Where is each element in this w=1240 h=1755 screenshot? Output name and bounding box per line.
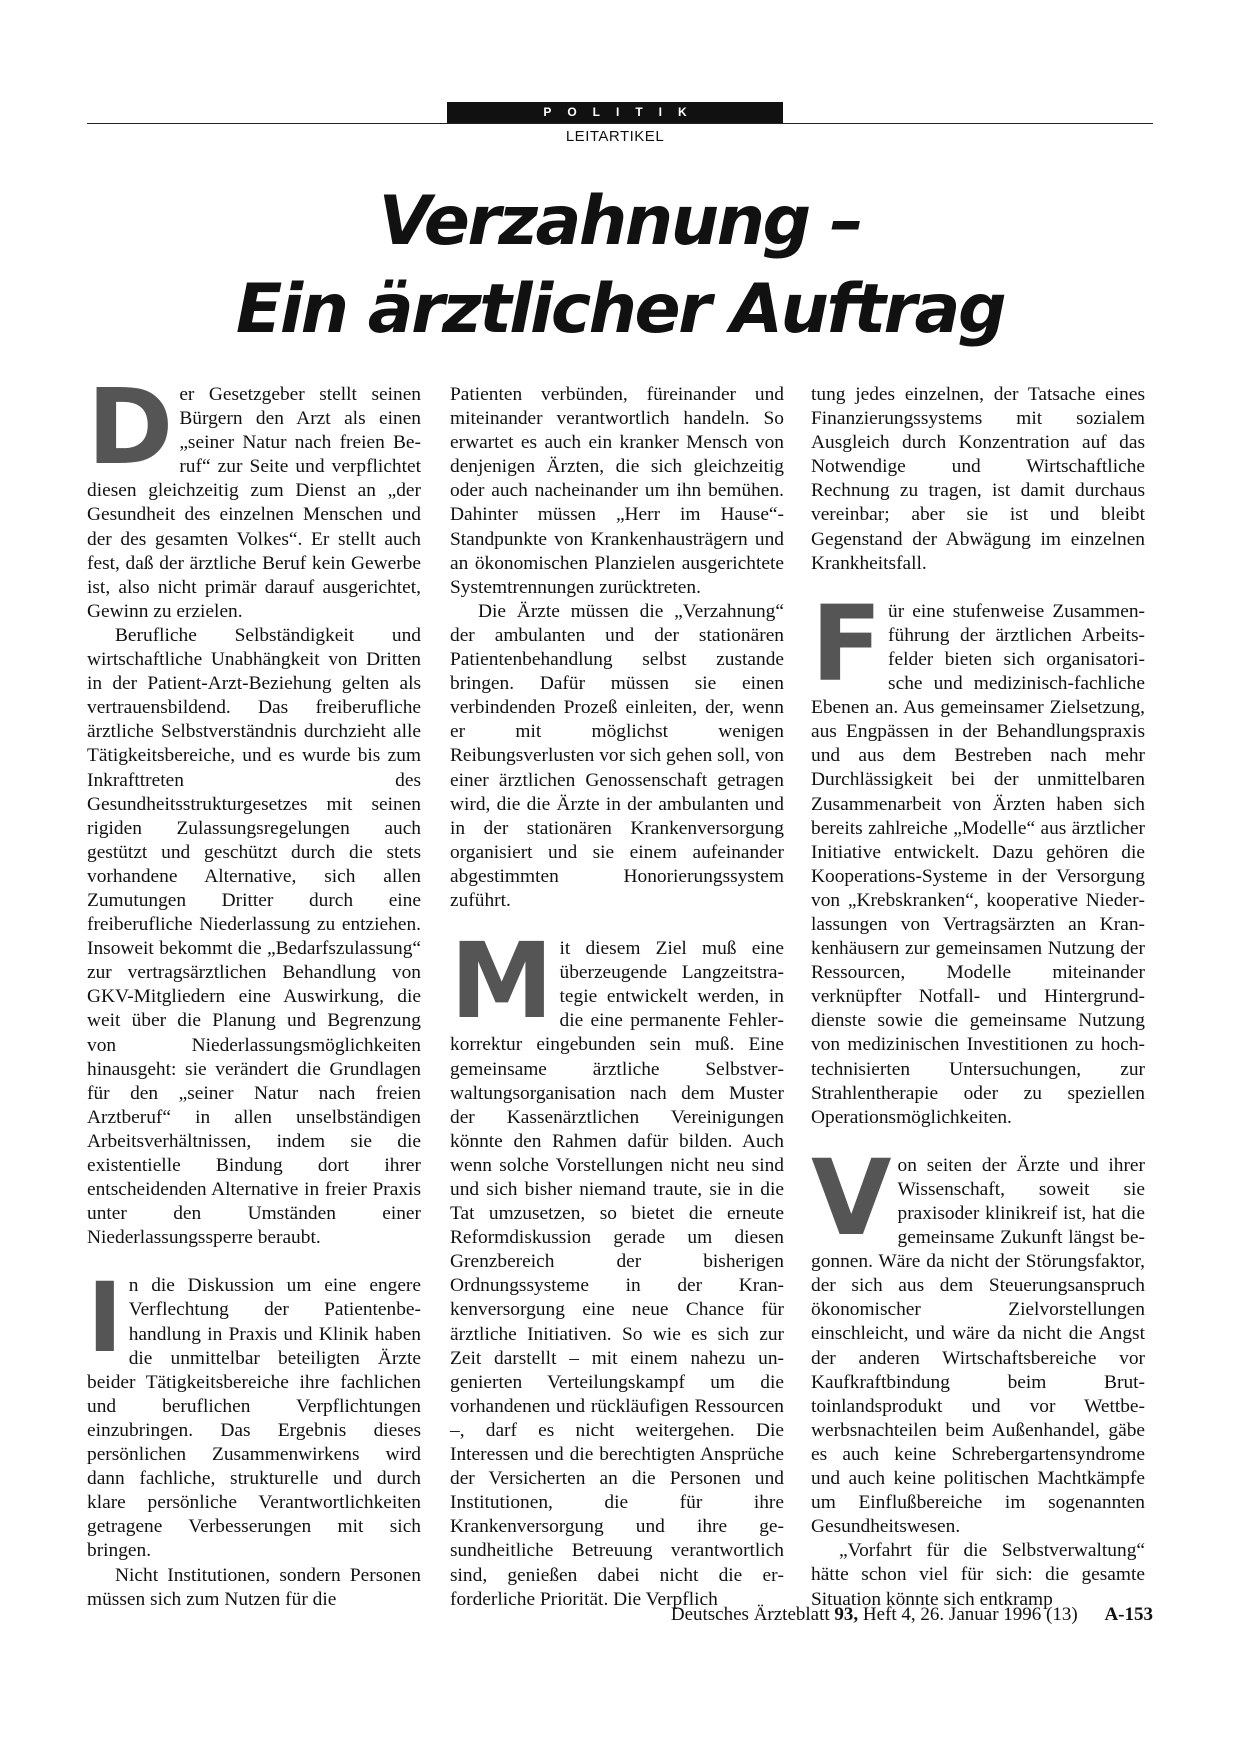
paragraph-text: it diesem Ziel muß eine überzeugende Langzeitstrategie entwickelt werden, in die eine permanente Fehlerkorrektur eingebunden sein muß. Eine gemeinsame ärztliche Selbstverwaltungsorganisation nach dem Muster der Kassenärztlichen Vereinigungen könnte den Rahmen dafür bilden. Auch wenn solche Vorstellungen nicht neu sind und sich bisher niemand traute, sie in die Tat umzusetzen, so bietet die erneute Reformdiskussion gerade um diesen Grenzbereich der bisherigen Ordnungssysteme in der Krankenversorgung eine neue Chance für ärztliche Initiativen. So wie es sich zur Zeit darstellt – mit einem nahezu ungenierten Verteilungskampf um die vorhandenen und rückläufigen Ressourcen –, darf es nicht weitergehen. Die Interessen und die berechtigten Ansprüche der Versicherten an die Personen und Institutionen, die für ihre Krankenversorgung und ihre gesundheitliche Betreuung verantwortlich sind, genießen dabei nicht die erforderliche Priorität. Die Verpflich xyxy=(450,938,784,1610)
drop-cap: M xyxy=(450,920,552,1043)
subsection-label: LEITARTIKEL xyxy=(565,128,665,145)
paragraph-text: ür eine stufenweise Zusammenführung der ärztlichen Arbeitsfelder bieten sich organisatorische und medizinisch-fachliche Ebenen an. Aus gemeinsamer Zielsetzung, aus Engpässen in der Behandlungspraxis und aus dem Bestreben nach mehr Durchlässigkeit bei der unmittelbaren Zusammenarbeit von Ärzten haben sich bereits zahlreiche „Modelle“ aus ärztlicher Initiative entwickelt. Dazu gehören die Kooperations-Systeme in der Versorgung von „Krebskranken“, kooperative Niederlassungen von Vertragsärzten an Krankenhäusern zur gemeinsamen Nutzung der Ressourcen, Modelle miteinander verknüpfter Notfall- und Hintergrunddienste sowie die gemeinsame Nutzung von medizinischen Investitionen zu hoch-technisierten Untersuchungen, zur Strahlentherapie oder zu speziellen Operationsmöglichkeiten. xyxy=(811,600,1145,1128)
paragraph: tung jedes einzelnen, der Tatsache eines Finanzierungssystems mit sozialem Ausgleich durch Konzentration auf das Notwendige und Wirtschaftliche Rechnung zu tragen, ist damit durchaus vereinbar; aber sie ist und bleibt Gegenstand der Abwägung im einzelnen Krankheitsfall. xyxy=(811,384,1145,574)
paragraph xyxy=(450,920,784,1612)
section-label: POLITIK xyxy=(447,102,783,123)
paragraph xyxy=(811,582,1145,1130)
paragraph-text: on seiten der Ärzte und ihrer Wissenschaft, soweit sie praxisoder klinikreif ist, hat die gemeinsame Zukunft längst begonnen. Wäre da nicht der Störungsfaktor, der sich aus dem Steuerungsanspruch ökonomischer Zielvorstellungen einschleicht, und wäre da nicht die Angst der anderen Wirtschaftsbereiche vor Kaufkraftbindung beim Bruttoinlandsprodukt und vor Wettbewerbsnachteilen beim Außenhandel, gäbe es auch keine Schrebergartensyndrome und auch keine politischen Machtkämpfe um Einflußbereiche im sogenannten Gesundheitswesen. xyxy=(811,1154,1145,1538)
header-rule xyxy=(87,123,1153,124)
issue-info: Heft 4, 26. Januar 1996 (13) xyxy=(862,1604,1078,1625)
drop-cap: I xyxy=(87,1262,121,1375)
drop-cap: V xyxy=(811,1136,890,1259)
drop-cap: D xyxy=(87,366,172,488)
paragraph xyxy=(87,366,421,624)
paragraph xyxy=(87,1262,421,1563)
paragraph-text: er Gesetzgeber stellt seinen Bürgern den Arzt als einen „seiner Natur nach freien Beruf“ zur Seite und verpflichtet diesen gleichzeitig zum Dienst an „der Gesundheit des einzelnen Menschen und der des gesamten Volkes“. Er stellt auch fest, daß der ärztliche Beruf kein Gewerbe ist, also nicht primär darauf ausgerichtet, Gewinn zu erzielen. xyxy=(87,384,421,622)
headline-line-2: Ein ärztlicher Auftrag xyxy=(235,270,1005,349)
paragraph: Die Ärzte müssen die „Verzahnung“ der ambulanten und der stationären Patientenbehandlung selbst zustande bringen. Dafür müssen sie einen verbindenden Prozeß einleiten, der, wenn er mit möglichst wenigen Reibungsverlusten vor sich gehen soll, von einer ärztlichen Genossenschaft getragen wird, die die Ärzte in der ambulanten und in der stationären Krankenversorgung organisiert und sie einem aufeinander abgestimmten Honorierungssystem zuführt. xyxy=(450,600,784,911)
journal-volume: 93, xyxy=(834,1604,859,1625)
paragraph: Berufliche Selbständigkeit und wirtschaftliche Unabhängkeit von Dritten in der Patient-Arzt-Beziehung gelten als vertrauensbildend. Das freiberufliche ärztliche Selbstverständnis durchzieht alle Tätigkeitsbereiche, und es wurde bis zum Inkrafttreten des Gesundheitsstrukturgesetzes mit seinen rigiden Zulassungsregelungen auch gestützt und geschützt durch die stets vorhandene Alternative, sich allen Zumutungen Dritter durch eine freiberufliche Niederlassung zu entziehen. Insoweit bekommt die „Bedarfszulassung“ zur vertragsärztlichen Behandlung von GKV-Mitgliedern eine Auswirkung, die weit über die Planung und Begrenzung von Niederlassungsmöglichkeiten hinausgeht: sie verändert die Grundlagen für den „seiner Natur nach freien Arztberuf“ in allen unselbständigen Arbeitsverhältnissen, indem sie die existentielle Bindung dort ihrer entscheidenden Alternative in freier Praxis unter den Umständen einer Niederlassungssperre beraubt. xyxy=(87,624,421,1249)
paragraph: Nicht Institutionen, sondern Personen müssen sich zum Nutzen für die xyxy=(87,1564,421,1610)
paragraph xyxy=(811,1136,1145,1540)
page-number: A-153 xyxy=(1104,1604,1153,1625)
paragraph: Patienten verbünden, füreinander und miteinander verantwortlich handeln. So erwartet es auch ein kranker Mensch von denjenigen Ärzten, die sich gleichzeitig oder auch nacheinander um ihn bemühen. Dahinter müssen „Herr im Hause“-Standpunkte von Krankenhausträgern und an ökonomischen Planzielen ausgerichtete Systemtrennungen zurücktreten. xyxy=(450,384,784,598)
page-footer xyxy=(560,1604,1153,1626)
paragraph: „Vorfahrt für die Selbstverwaltung“ hätte schon viel für sich: die gesamte Situation könnte sich entkramp xyxy=(811,1540,1145,1610)
paragraph-text: n die Diskussion um eine engere Verflechtung der Patientenbehandlung in Praxis und Klinik haben die unmittelbar beteiligten Ärzte beider Tätigkeitsbereiche ihre fachlichen und beruflichen Verpflichtungen einzubringen. Das Ergebnis dieses persönlichen Zusammenwirkens wird dann fachliche, strukturelle und durch klare persönliche Verantwortlichkeiten getragene Verbesserungen mit sich bringen. xyxy=(87,1275,421,1562)
text-column-3 xyxy=(811,383,1145,1612)
headline-line-1: Verzahnung – xyxy=(378,182,862,261)
article-headline xyxy=(100,178,1140,354)
text-column-1 xyxy=(87,366,421,1612)
drop-cap: F xyxy=(811,582,881,705)
text-column-2 xyxy=(450,383,784,1612)
journal-name: Deutsches Ärzteblatt xyxy=(670,1604,830,1625)
